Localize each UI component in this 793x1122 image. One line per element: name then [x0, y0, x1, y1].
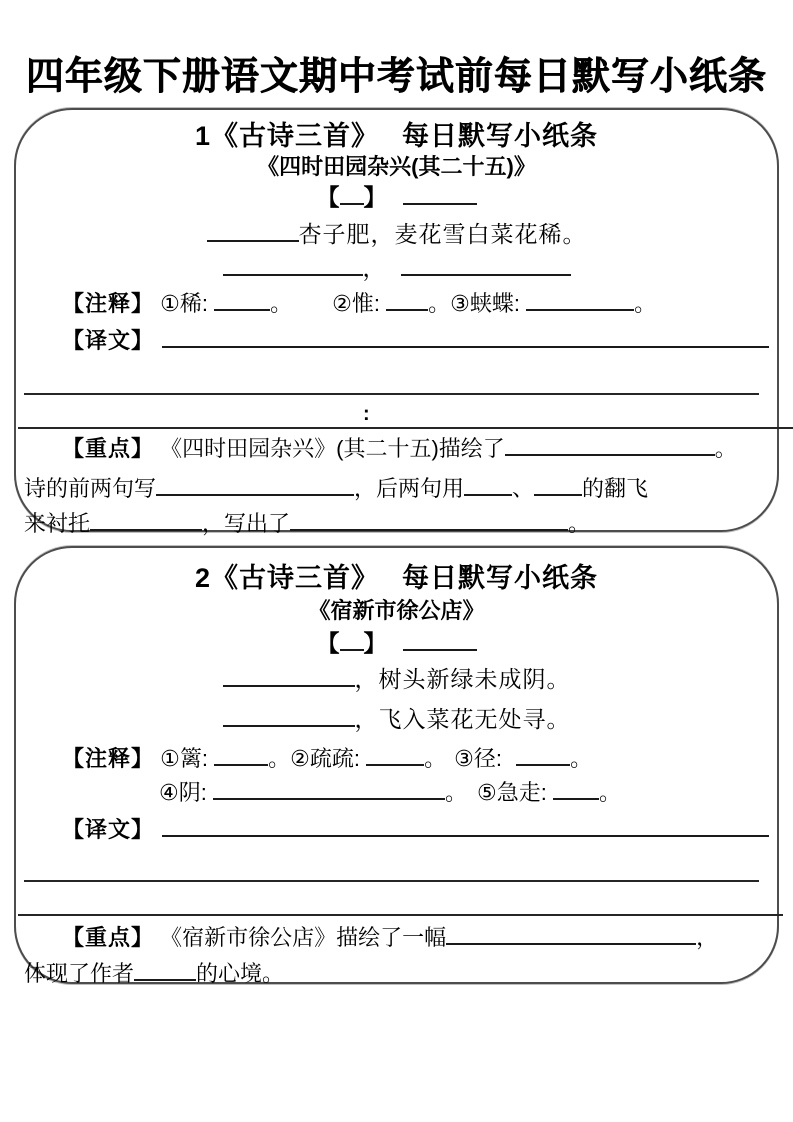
note-punct: 。 — [570, 746, 593, 771]
card2-poem-title: 《宿新市徐公店》 — [308, 598, 485, 623]
writing-line — [24, 846, 759, 882]
writing-line — [18, 395, 793, 429]
note-blank — [516, 743, 570, 766]
key-blank — [505, 433, 715, 456]
key-blank — [134, 958, 196, 981]
card1-heading: 1《古诗三首》 每日默写小纸条 — [194, 121, 599, 151]
card2-translation-row — [24, 813, 769, 846]
worksheet-card-2 — [14, 546, 779, 984]
card2-author-row — [24, 626, 769, 660]
writing-line — [18, 882, 783, 916]
card2-notes-row-2 — [24, 775, 769, 811]
card1-author-row — [24, 181, 769, 213]
note-term: ②惟: — [332, 291, 380, 316]
card1-key-line-2 — [24, 472, 769, 505]
key-punct: ， — [696, 925, 719, 950]
note-term: ①篱: — [160, 746, 208, 771]
card2-notes-row-1 — [24, 742, 769, 775]
author-dynasty-blank — [340, 181, 364, 205]
card1-key-line-1 — [24, 433, 769, 464]
note-term: ③径: — [454, 746, 502, 771]
note-term: ⑤急走: — [476, 780, 547, 805]
note-punct: 。 — [444, 780, 467, 805]
note-term: ②疏疏: — [290, 746, 360, 771]
note-blank — [214, 743, 268, 766]
author-bracket-open: 【 — [316, 630, 340, 656]
card1-poem-title: 《四时田园杂兴(其二十五)》 — [257, 154, 536, 179]
key-blank — [534, 473, 582, 496]
translation-blank — [162, 814, 769, 837]
card2-poem-line-1 — [24, 662, 769, 696]
poem-blank — [223, 703, 355, 727]
card2-poem-line-2 — [24, 702, 769, 736]
author-bracket-open: 【 — [316, 184, 340, 210]
note-blank — [553, 777, 599, 800]
poem-blank — [223, 663, 355, 687]
note-punct: 。 — [424, 746, 447, 771]
translation-label: 【译文】 — [62, 817, 155, 842]
key-text: 来衬托 — [24, 510, 91, 536]
translation-label: 【译文】 — [62, 328, 155, 353]
note-punct: 。 — [598, 780, 621, 805]
key-label: 【重点】 — [62, 925, 155, 950]
poem-blank — [401, 252, 571, 276]
author-dynasty-blank — [340, 627, 364, 651]
card2-key-line-1 — [24, 922, 769, 953]
writing-line — [24, 357, 759, 395]
translation-blank — [162, 325, 769, 348]
key-punct: 。 — [568, 510, 591, 536]
key-punct: 。 — [714, 435, 737, 461]
page-title: 四年级下册语文期中考试前每日默写小纸条 — [25, 56, 767, 98]
key-blank — [90, 508, 202, 531]
stray-colon: : — [363, 403, 370, 425]
key-blank — [156, 473, 354, 496]
note-blank — [214, 288, 270, 311]
note-punct: 。 — [634, 291, 657, 316]
note-blank — [386, 288, 428, 311]
key-blank — [446, 922, 696, 945]
note-term: ③蛱蝶: — [450, 291, 520, 316]
key-text: 的翻飞 — [582, 475, 649, 501]
key-text: 《四时田园杂兴》(其二十五)描绘了 — [160, 435, 505, 461]
key-blank — [290, 508, 568, 531]
author-bracket-close: 】 — [363, 630, 387, 656]
key-text: 、 — [512, 475, 535, 501]
key-label: 【重点】 — [62, 435, 155, 461]
card2-heading: 2《古诗三首》 每日默写小纸条 — [194, 563, 599, 593]
note-blank — [366, 743, 424, 766]
key-text: ，写出了 — [202, 510, 291, 536]
card1-notes-row — [24, 287, 769, 320]
notes-label: 【注释】 — [62, 746, 155, 771]
card1-key-line-3 — [24, 507, 769, 540]
poem-blank — [207, 218, 299, 242]
poem-text: ，飞入菜花无处寻。 — [354, 706, 571, 732]
note-punct: 。 — [428, 291, 451, 316]
note-punct: 。 — [268, 746, 291, 771]
key-text: 体现了作者 — [24, 961, 135, 986]
note-blank — [526, 288, 634, 311]
key-text: 《宿新市徐公店》描绘了一幅 — [160, 925, 447, 950]
poem-text: 杏子肥，麦花雪白菜花稀。 — [298, 221, 587, 247]
poem-comma: ， — [362, 255, 387, 281]
card1-poem-line-1 — [24, 217, 769, 251]
note-punct: 。 — [270, 291, 293, 316]
card2-key-line-2 — [24, 957, 769, 990]
note-term: ①稀: — [160, 291, 208, 316]
note-blank — [213, 777, 445, 800]
author-bracket-close: 】 — [363, 184, 387, 210]
card1-poem-line-2 — [24, 251, 769, 285]
key-blank — [464, 473, 512, 496]
notes-label: 【注释】 — [62, 291, 155, 316]
worksheet-card-1 — [14, 108, 779, 536]
key-text: 的心境。 — [196, 961, 285, 986]
card1-translation-row — [24, 324, 769, 357]
note-term: ④阴: — [159, 780, 207, 805]
author-name-blank — [403, 627, 477, 651]
key-text: ，后两句用 — [354, 475, 465, 501]
key-text: 诗的前两句写 — [24, 475, 157, 501]
author-name-blank — [403, 181, 477, 205]
poem-blank — [223, 252, 363, 276]
poem-text: ，树头新绿未成阴。 — [354, 666, 571, 692]
